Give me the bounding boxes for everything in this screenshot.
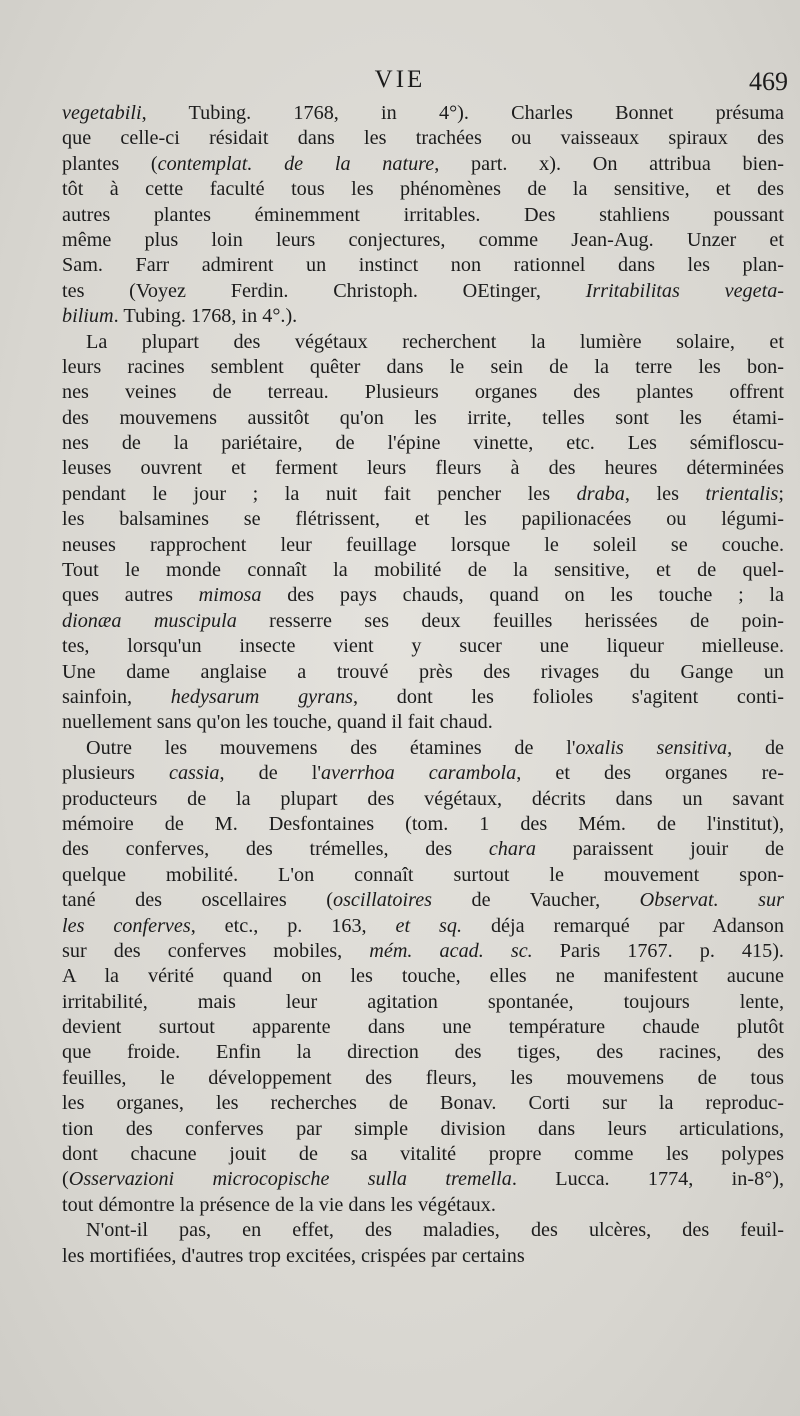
text-line bbox=[62, 1040, 784, 1065]
text-line bbox=[62, 634, 784, 659]
italic-run: cassia bbox=[169, 762, 220, 785]
text-run: tes (Voyez Ferdin. Christoph. OEtinger, bbox=[62, 279, 586, 302]
text-line bbox=[62, 380, 784, 405]
text-line bbox=[62, 1091, 784, 1116]
text-line bbox=[62, 228, 784, 253]
text-line bbox=[62, 1193, 784, 1218]
text-run: quelque mobilité. L'on connaît surtout le mouvement spon- bbox=[62, 863, 784, 886]
italic-run: averrhoa carambola bbox=[321, 762, 517, 785]
italic-run: bilium bbox=[62, 305, 114, 328]
text-line bbox=[62, 101, 784, 126]
text-line bbox=[62, 583, 784, 608]
italic-run: mimosa bbox=[198, 584, 262, 607]
text-line bbox=[62, 837, 784, 862]
text-line bbox=[62, 304, 784, 329]
italic-run: Osservazioni microcopische sulla tremella bbox=[68, 1168, 512, 1191]
text-run: sainfoin, bbox=[62, 685, 171, 708]
italic-run: hedysarum gyrans bbox=[170, 685, 354, 708]
text-run: sur des conferves mobiles, bbox=[62, 939, 370, 962]
body-text bbox=[62, 101, 784, 1269]
text-run: , de l' bbox=[219, 762, 322, 785]
text-line bbox=[62, 1142, 784, 1167]
text-run: , dont les folioles s'agitent conti- bbox=[353, 685, 784, 708]
italic-run: mém. acad. sc. bbox=[369, 939, 533, 962]
text-run: que froide. Enfin la direction des tiges, des racines, des bbox=[62, 1041, 784, 1064]
text-line bbox=[62, 736, 784, 761]
text-line bbox=[62, 964, 784, 989]
text-line bbox=[62, 330, 784, 355]
running-title: VIE bbox=[374, 66, 426, 93]
text-run: Paris 1767. p. 415). bbox=[532, 939, 784, 962]
text-run: Une dame anglaise a trouvé près des rivages du Gange un bbox=[62, 660, 784, 683]
text-line bbox=[62, 558, 784, 583]
text-run: Tout le monde connaît la mobilité de la sensitive, et de quel- bbox=[62, 559, 784, 582]
text-run: producteurs de la plupart des végétaux, décrits dans un savant bbox=[62, 787, 784, 810]
text-line bbox=[62, 939, 784, 964]
text-line bbox=[62, 406, 784, 431]
text-run: feuilles, le développement des fleurs, les mouvemens de tous bbox=[62, 1066, 784, 1089]
text-run: nes veines de terreau. Plusieurs organes des plantes offrent bbox=[62, 381, 784, 404]
text-run: des conferves, des trémelles, des bbox=[62, 838, 489, 861]
text-run: , et des organes re- bbox=[516, 762, 784, 785]
text-run: devient surtout apparente dans une température chaude plutôt bbox=[62, 1016, 784, 1039]
text-line bbox=[62, 888, 784, 913]
text-run: , les bbox=[624, 482, 706, 505]
italic-run: les conferves bbox=[62, 914, 191, 937]
text-line bbox=[62, 787, 784, 812]
page-number: 469 bbox=[749, 67, 788, 96]
text-run: , de bbox=[727, 736, 784, 759]
text-line bbox=[62, 482, 784, 507]
text-run: neuses rapprochent leur feuillage lorsque le soleil se couche. bbox=[62, 533, 784, 556]
text-run: des pays chauds, quand on les touche ; la bbox=[261, 584, 784, 607]
text-line bbox=[62, 660, 784, 685]
text-line bbox=[62, 253, 784, 278]
text-run: que celle-ci résidait dans les trachées ou vaisseaux spiraux des bbox=[62, 127, 784, 150]
text-run: plantes ( bbox=[62, 152, 158, 175]
text-line bbox=[62, 507, 784, 532]
text-line bbox=[62, 990, 784, 1015]
text-run: paraissent jouir de bbox=[535, 838, 784, 861]
text-run: tes, lorsqu'un insecte vient y sucer une liqueur mielleuse. bbox=[62, 635, 784, 658]
text-line bbox=[62, 1015, 784, 1040]
text-line bbox=[62, 533, 784, 558]
text-line bbox=[62, 863, 784, 888]
italic-run: oxalis sensitiva bbox=[575, 736, 728, 759]
text-line bbox=[62, 812, 784, 837]
text-run: Sam. Farr admirent un instinct non rationnel dans les plan- bbox=[62, 254, 784, 277]
text-run: pendant le jour ; la nuit fait pencher les bbox=[62, 482, 577, 505]
text-line bbox=[62, 609, 784, 634]
italic-run: Irritabilitas vegeta- bbox=[585, 279, 784, 302]
italic-run: chara bbox=[488, 838, 536, 861]
text-line bbox=[62, 1066, 784, 1091]
text-run: ; bbox=[778, 482, 784, 505]
text-run: tion des conferves par simple division dans leurs articulations, bbox=[62, 1117, 784, 1140]
text-run: mémoire de M. Desfontaines (tom. 1 des Mém. de l'institut), bbox=[62, 812, 784, 835]
text-line bbox=[62, 152, 784, 177]
text-line bbox=[62, 710, 784, 735]
italic-run: trientalis bbox=[705, 482, 779, 505]
italic-run: Observat. sur bbox=[639, 889, 784, 912]
text-run: leuses ouvrent et ferment leurs fleurs à des heures déterminées bbox=[62, 457, 784, 480]
text-run: N'ont-il pas, en effet, des maladies, des ulcères, des feuil- bbox=[86, 1219, 784, 1242]
text-run: nes de la pariétaire, de l'épine vinette, etc. Les sémifloscu- bbox=[62, 432, 784, 455]
text-run: ( bbox=[62, 1168, 69, 1191]
text-run: irritabilité, mais leur agitation spontanée, toujours lente, bbox=[62, 990, 784, 1013]
text-run: ques autres bbox=[62, 584, 199, 607]
text-line bbox=[62, 126, 784, 151]
text-run: des mouvemens aussitôt qu'on les irrite, telles sont les étami- bbox=[62, 406, 784, 429]
text-run: déja remarqué par Adanson bbox=[462, 914, 784, 937]
text-line bbox=[62, 456, 784, 481]
text-run: plusieurs bbox=[62, 762, 169, 785]
italic-run: dionæa muscipula bbox=[62, 609, 237, 632]
text-line bbox=[62, 1218, 784, 1243]
text-run: tout démontre la présence de la vie dans les végétaux. bbox=[62, 1193, 496, 1216]
text-line bbox=[62, 177, 784, 202]
text-run: Outre les mouvemens des étamines de l' bbox=[86, 736, 576, 759]
italic-run: et sq. bbox=[395, 914, 463, 937]
text-run: même plus loin leurs conjectures, comme Jean-Aug. Unzer et bbox=[62, 228, 784, 251]
text-run: tané des oscellaires ( bbox=[62, 889, 333, 912]
text-run: leurs racines semblent quêter dans le sein de la terre les bon- bbox=[62, 355, 784, 378]
text-run: les balsamines se flétrissent, et les papilionacées ou légumi- bbox=[62, 508, 784, 531]
text-line bbox=[62, 355, 784, 380]
text-run: tôt à cette faculté tous les phénomènes de la sensitive, et des bbox=[62, 178, 784, 201]
text-line bbox=[62, 203, 784, 228]
text-line bbox=[62, 1244, 784, 1269]
italic-run: draba bbox=[576, 482, 625, 505]
text-run: dont chacune jouit de sa vitalité propre comme les polypes bbox=[62, 1143, 784, 1166]
text-run: , Tubing. 1768, in 4°). Charles Bonnet présuma bbox=[141, 102, 784, 124]
text-run: les organes, les recherches de Bonav. Corti sur la reproduc- bbox=[62, 1092, 784, 1115]
text-line bbox=[62, 914, 784, 939]
text-line bbox=[62, 431, 784, 456]
italic-run: vegetabili bbox=[62, 102, 142, 124]
text-run: , etc., p. 163, bbox=[190, 914, 396, 937]
text-run: de Vaucher, bbox=[432, 889, 640, 912]
text-line bbox=[62, 279, 784, 304]
italic-run: oscillatoires bbox=[332, 889, 433, 912]
text-run: A la vérité quand on les touche, elles ne manifestent aucune bbox=[62, 965, 784, 988]
running-head bbox=[0, 66, 800, 100]
text-run: resserre ses deux feuilles herissées de poin- bbox=[236, 609, 784, 632]
text-run: La plupart des végétaux recherchent la lumière solaire, et bbox=[86, 330, 784, 353]
text-line bbox=[62, 685, 784, 710]
text-line bbox=[62, 1117, 784, 1142]
text-line bbox=[62, 761, 784, 786]
text-run: les mortifiées, d'autres trop excitées, crispées par certains bbox=[62, 1244, 525, 1267]
text-run: , part. x). On attribua bien- bbox=[434, 152, 784, 175]
text-run: nuellement sans qu'on les touche, quand il fait chaud. bbox=[62, 711, 493, 734]
italic-run: contemplat. de la nature bbox=[157, 152, 435, 175]
text-run: . Lucca. 1774, in-8°), bbox=[511, 1168, 784, 1191]
text-run: . Tubing. 1768, in 4°.). bbox=[113, 305, 298, 328]
text-run: autres plantes éminemment irritables. Des stahliens poussant bbox=[62, 203, 784, 226]
text-line bbox=[62, 1167, 784, 1192]
